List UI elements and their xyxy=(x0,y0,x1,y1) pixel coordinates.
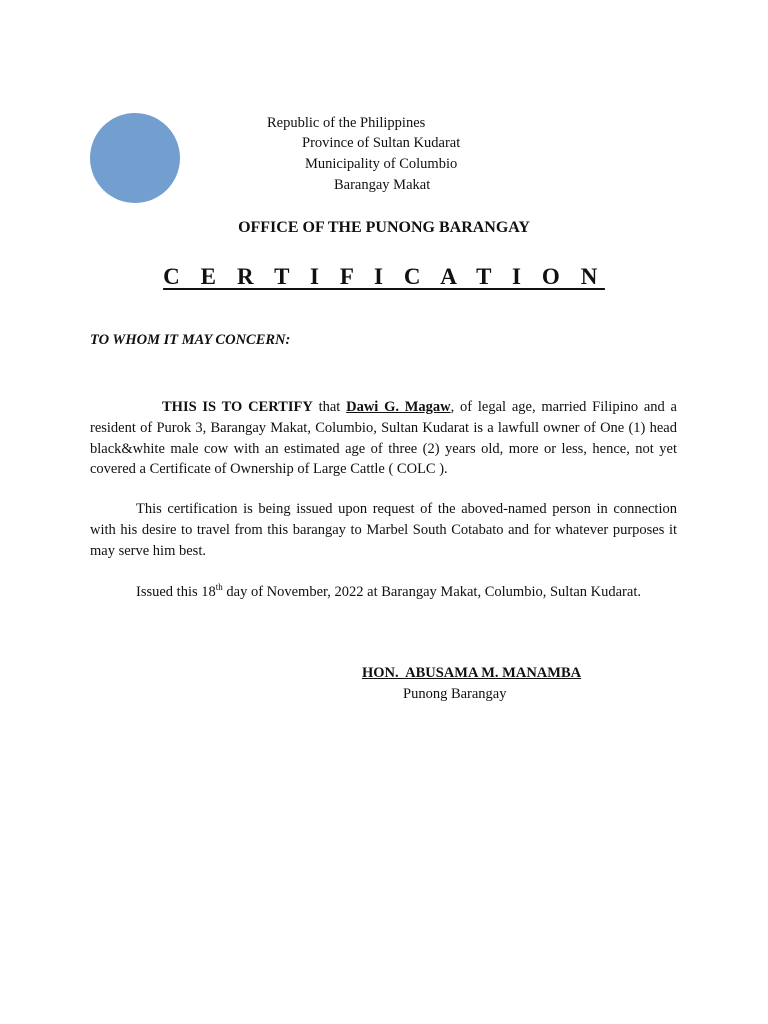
header-province: Province of Sultan Kudarat xyxy=(302,135,461,151)
certify-body: , of legal age, married Filipino and a resident of Purok 3, Barangay Makat, Columbio, Sultan Kudarat is a lawfull owner of One (1) head black&white male cow with an estimated age of three (2) years old, more or less, hence, not yet covered a Certificate of Ownership of Large Cattle ( COLC ). xyxy=(90,399,677,478)
issued-ordinal: th xyxy=(215,582,223,593)
issued-suffix: day of November, 2022 at Barangay Makat, Columbio, Sultan Kudarat. xyxy=(222,584,641,600)
signatory-name: HON. ABUSAMA M. MANAMBA xyxy=(362,665,582,681)
seal-placeholder xyxy=(90,113,180,203)
certify-lead: THIS IS TO CERTIFY xyxy=(162,399,313,415)
header-municipality: Municipality of Columbio xyxy=(305,156,458,172)
purpose-paragraph: This certification is being issued upon request of the aboved-named person in connection with his desire to travel from this barangay to Marbel South Cotabato and for whatever purposes it may serve him best. xyxy=(90,501,677,559)
office-heading: OFFICE OF THE PUNONG BARANGAY xyxy=(238,219,530,236)
signatory-position: Punong Barangay xyxy=(403,686,507,702)
salutation: TO WHOM IT MAY CONCERN: xyxy=(90,332,291,348)
certify-paragraph xyxy=(90,397,677,480)
header-republic: Republic of the Philippines xyxy=(267,115,426,131)
certify-that: that xyxy=(312,399,347,415)
issued-paragraph xyxy=(136,582,736,603)
header-barangay: Barangay Makat xyxy=(334,177,431,193)
owner-name: Dawi G. Magaw xyxy=(346,399,451,415)
issued-prefix: Issued this 18 xyxy=(136,584,216,600)
certification-title: C E R T I F I C A T I O N xyxy=(163,264,605,289)
